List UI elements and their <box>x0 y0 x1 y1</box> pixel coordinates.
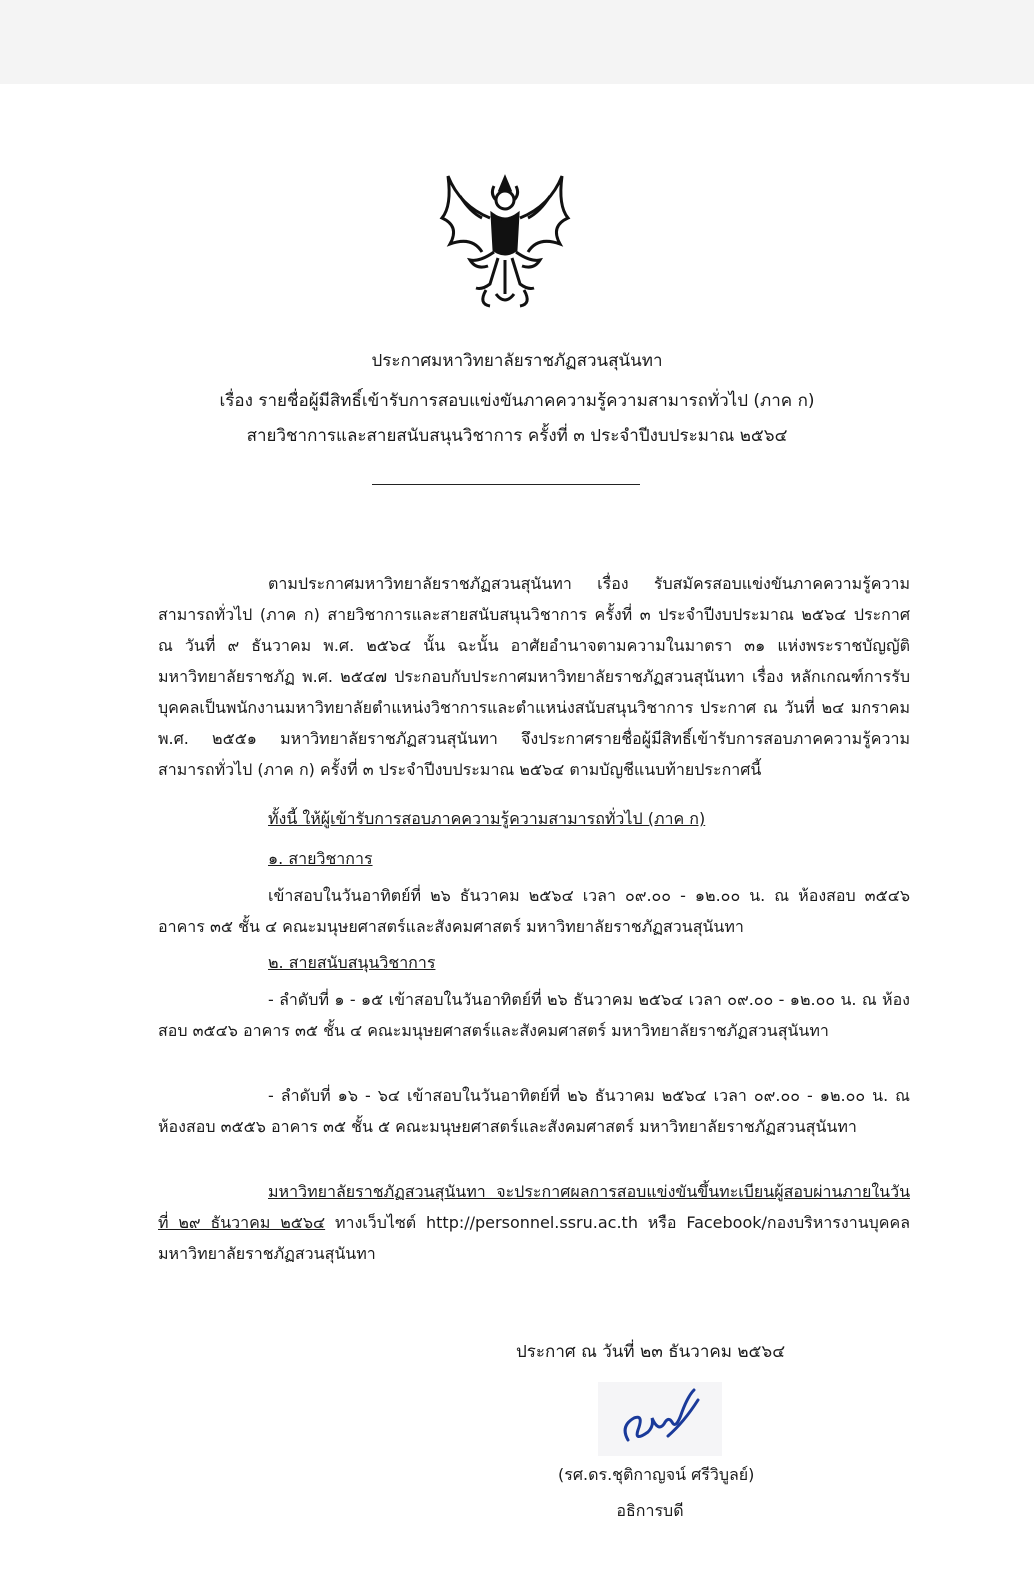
document-page <box>0 84 1034 1582</box>
section1-text: เข้าสอบในวันอาทิตย์ที่ ๒๖ ธันวาคม ๒๕๖๔ เวลา ๐๙.๐๐ - ๑๒.๐๐ น. ณ ห้องสอบ ๓๕๔๖ อาคาร ๓๕ ชั้น ๔ คณะมนุษยศาสตร์และสังคมศาสตร์ มหาวิทยาลัยราชภัฏสวนสุนันทา <box>158 886 910 936</box>
section2-item1: - ลำดับที่ ๑ - ๑๕ เข้าสอบในวันอาทิตย์ที่ ๒๖ ธันวาคม ๒๕๖๔ เวลา ๐๙.๐๐ - ๑๒.๐๐ น. ณ ห้องสอบ ๓๕๔๖ อาคาร ๓๕ ชั้น ๔ คณะมนุษยศาสตร์และสังคมศาสตร์ มหาวิทยาลัยราชภัฏสวนสุนันทา <box>158 990 910 1040</box>
signature-area <box>598 1382 722 1456</box>
signatory-position: อธิการบดี <box>616 1501 684 1520</box>
announcement-subject: เรื่อง รายชื่อผู้มีสิทธิ์เข้ารับการสอบแข่งขันภาคความรู้ความสามารถทั่วไป (ภาค ก) <box>219 391 815 411</box>
title-divider <box>372 484 640 485</box>
signature-icon <box>598 1382 722 1456</box>
result-rest: ทางเว็บไซต์ http://personnel.ssru.ac.th หรือ Facebook/กองบริหารงานบุคคล มหาวิทยาลัยราชภัฏสวนสุนันทา <box>158 1213 911 1263</box>
announcement-title: ประกาศมหาวิทยาลัยราชภัฏสวนสุนันทา <box>371 351 663 371</box>
announcement-date: ประกาศ ณ วันที่ ๒๓ ธันวาคม ๒๕๖๔ <box>516 1342 786 1362</box>
garuda-emblem-icon <box>430 166 580 316</box>
section1-heading: ๑. สายวิชาการ <box>268 849 373 868</box>
section2-item2: - ลำดับที่ ๑๖ - ๖๔ เข้าสอบในวันอาทิตย์ที่ ๒๖ ธันวาคม ๒๕๖๔ เวลา ๐๙.๐๐ - ๑๒.๐๐ น. ณ ห้องสอบ ๓๕๕๖ อาคาร ๓๕ ชั้น ๕ คณะมนุษยศาสตร์และสังคมศาสตร์ มหาวิทยาลัยราชภัฏสวนสุนันทา <box>158 1086 910 1136</box>
section2-heading: ๒. สายสนับสนุนวิชาการ <box>268 953 436 972</box>
signatory-name: (รศ.ดร.ชุติกาญจน์ ศรีวิบูลย์) <box>558 1465 755 1484</box>
intro-paragraph: ตามประกาศมหาวิทยาลัยราชภัฏสวนสุนันทา เรื่อง รับสมัครสอบแข่งขันภาคความรู้ความสามารถทั่วไป (ภาค ก) สายวิชาการและสายสนับสนุนวิชาการ ครั้งที่ ๓ ประจำปีงบประมาณ ๒๕๖๔ ประกาศ ณ วันที่ ๙ ธันวาคม พ.ศ. ๒๕๖๔ นั้น ฉะนั้น อาศัยอำนาจตามความในมาตรา ๓๑ แห่งพระราชบัญญัติมหาวิทยาลัยราชภัฏ พ.ศ. ๒๕๔๗ ประกอบกับประกาศมหาวิทยาลัยราชภัฏสวนสุนันทา เรื่อง หลักเกณฑ์การรับบุคคลเป็นพนักงานมหาวิทยาลัยตำแหน่งวิชาการและตำแหน่งสนับสนุนวิชาการ ประกาศ ณ วันที่ ๒๔ มกราคม พ.ศ. ๒๕๕๑ มหาวิทยาลัยราชภัฏสวนสุนันทา จึงประกาศรายชื่อผู้มีสิทธิ์เข้ารับการสอบภาคความรู้ความสามารถทั่วไป (ภาค ก) ครั้งที่ ๓ ประจำปีงบประมาณ ๒๕๖๔ ตามบัญชีแนบท้ายประกาศนี้ <box>158 574 911 779</box>
announcement-subject-line2: สายวิชาการและสายสนับสนุนวิชาการ ครั้งที่ ๓ ประจำปีงบประมาณ ๒๕๖๔ <box>246 426 788 446</box>
result-paragraph <box>158 1176 910 1269</box>
result-underlined: มหาวิทยาลัยราชภัฏสวนสุนันทา จะประกาศผลการสอบแข่งขันขึ้นทะเบียนผู้สอบผ่านภายในวันที่ ๒๙ ธันวาคม ๒๕๖๔ <box>158 1182 910 1232</box>
notice-heading: ทั้งนี้ ให้ผู้เข้ารับการสอบภาคความรู้ความสามารถทั่วไป (ภาค ก) <box>268 809 706 828</box>
